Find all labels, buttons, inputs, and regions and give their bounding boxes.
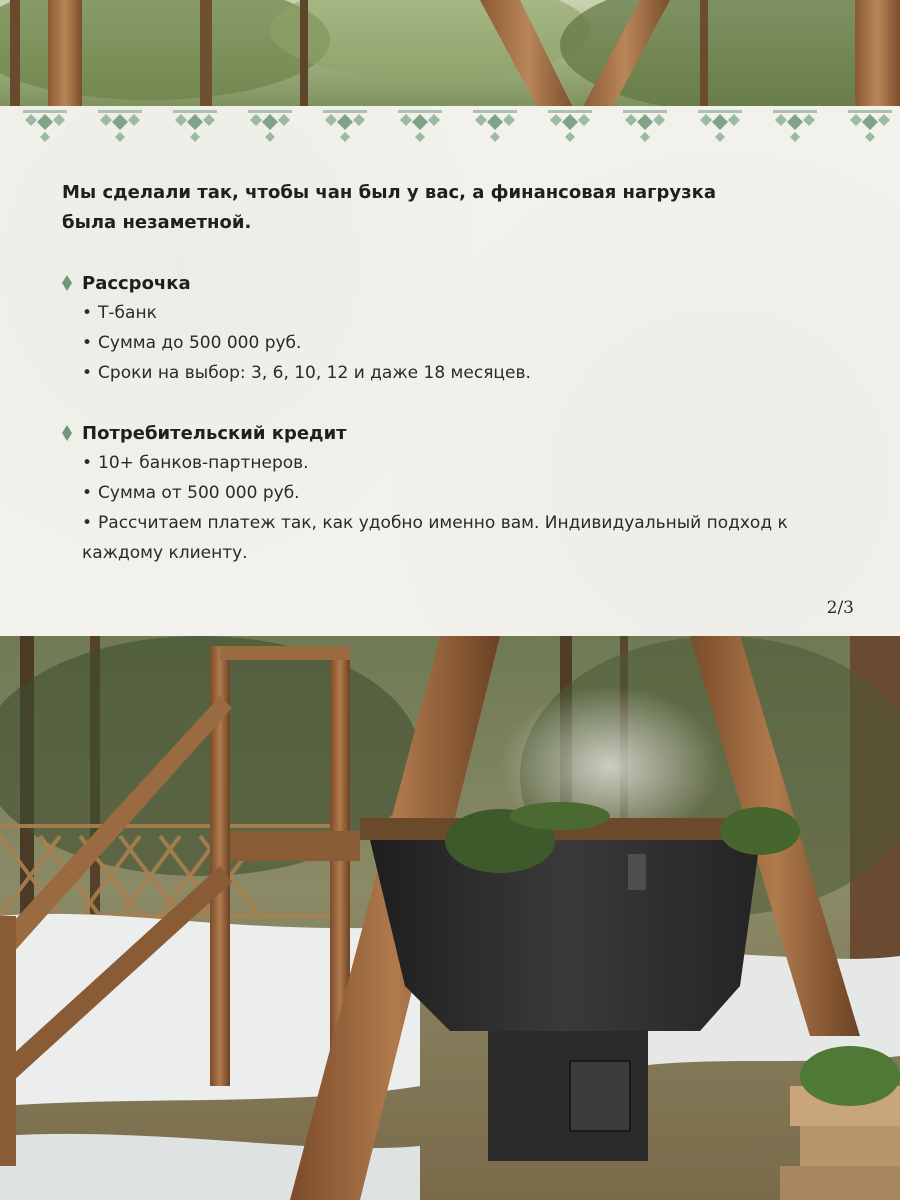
bullet-list <box>62 448 842 568</box>
list-item <box>82 358 842 388</box>
list-item-text: Рассчитаем платеж так, как удобно именно вам. Индивидуальный подход к каждому клиенту. <box>82 513 788 563</box>
diamond-icon <box>62 275 72 291</box>
list-item-text: Т-банк <box>98 303 157 323</box>
intro-text <box>62 178 762 238</box>
bullet-symbol: • <box>82 483 93 503</box>
list-item <box>82 448 842 478</box>
list-item-text: 10+ банков-партнеров. <box>98 453 309 473</box>
bullet-symbol: • <box>82 363 93 383</box>
section-header <box>62 418 842 448</box>
hot-tub-photo <box>0 636 900 1200</box>
bullet-symbol: • <box>82 453 93 473</box>
bullet-symbol: • <box>82 303 93 323</box>
bullet-list <box>62 298 842 388</box>
bullet-symbol: • <box>82 513 93 533</box>
bullet-symbol: • <box>82 333 93 353</box>
list-item <box>82 298 842 328</box>
consumer-credit-section <box>62 418 842 568</box>
intro-line-1: Мы сделали так, чтобы чан был у вас, а финансовая нагрузка <box>62 182 716 203</box>
section-title: Потребительский кредит <box>82 422 347 444</box>
list-item-text: Сумма до 500 000 руб. <box>98 333 302 353</box>
diamond-icon <box>62 425 72 441</box>
list-item-text: Сроки на выбор: 3, 6, 10, 12 и даже 18 месяцев. <box>98 363 531 383</box>
intro-line-2: была незаметной. <box>62 212 252 233</box>
list-item-text: Сумма от 500 000 руб. <box>98 483 300 503</box>
content-card <box>0 106 900 636</box>
ornament-border <box>0 106 900 146</box>
section-title: Рассрочка <box>82 272 191 294</box>
installment-section <box>62 268 842 388</box>
page-indicator: 2/3 <box>826 598 854 618</box>
list-item <box>82 328 842 358</box>
list-item <box>82 478 842 508</box>
top-forest-photo <box>0 0 900 112</box>
section-header <box>62 268 842 298</box>
list-item <box>82 508 842 568</box>
